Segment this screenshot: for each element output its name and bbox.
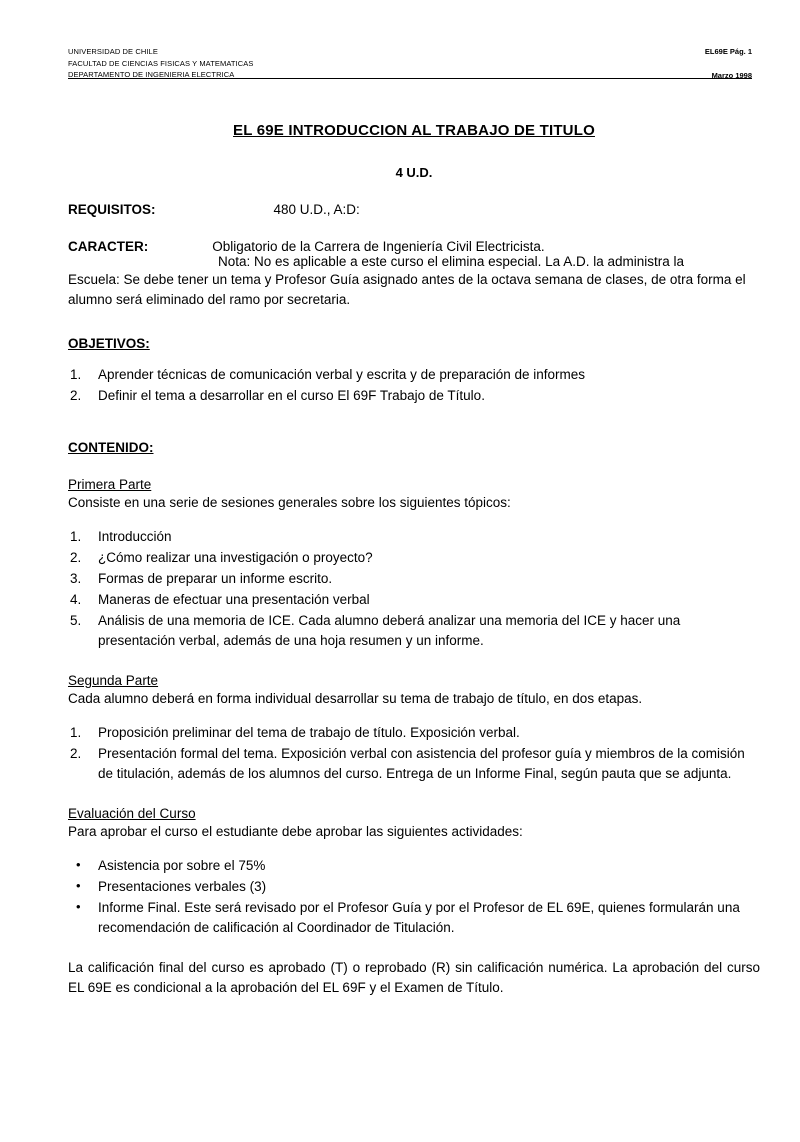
- segunda-parte-intro: Cada alumno deberá en forma individual desarrollar su tema de trabajo de título, en dos etapas.: [68, 691, 643, 706]
- list-item-text: Proposición preliminar del tema de trabajo de título. Exposición verbal.: [98, 725, 520, 740]
- primera-parte-heading: Primera Parte: [68, 477, 152, 492]
- list-item-text: Informe Final. Este será revisado por el Profesor Guía y por el Profesor de EL 69E, quienes formularán una recomendación de calificación al Coordinador de Titulación.: [98, 900, 740, 935]
- header-meta: [705, 46, 752, 81]
- list-item-text: Análisis de una memoria de ICE. Cada alumno deberá analizar una memoria del ICE y hacer una presentación verbal, además de una hoja resumen y un informe.: [98, 613, 681, 648]
- requisitos-value: 480 U.D., A:D:: [273, 202, 360, 217]
- list-number: 1.: [70, 367, 82, 382]
- list-item-text: ¿Cómo realizar una investigación o proyecto?: [98, 550, 373, 565]
- list-item: [68, 856, 760, 876]
- evaluacion-heading: Evaluación del Curso: [68, 806, 196, 821]
- list-item: [68, 569, 760, 589]
- list-item: [68, 527, 760, 547]
- list-item: [68, 365, 760, 385]
- list-number: 4.: [70, 592, 82, 607]
- segunda-parte-heading: Segunda Parte: [68, 673, 159, 688]
- evaluacion-intro: Para aprobar el curso el estudiante debe aprobar las siguientes actividades:: [68, 824, 523, 839]
- segunda-parte-list: [68, 723, 760, 784]
- primera-parte-intro: Consiste en una serie de sesiones generales sobre los siguientes tópicos:: [68, 495, 511, 510]
- list-number: 5.: [70, 613, 82, 628]
- list-item: [68, 723, 760, 743]
- header-divider: [68, 78, 752, 79]
- closing-paragraph: La calificación final del curso es aprobado (T) o reprobado (R) sin calificación numérica. La aprobación del curso EL 69E es condicional a la aprobación del EL 69F y el Examen de Título.: [68, 960, 760, 995]
- requisitos-label: REQUISITOS:: [68, 202, 156, 217]
- caracter-row: [68, 239, 760, 254]
- list-number: 2.: [70, 746, 82, 761]
- page-title: EL 69E INTRODUCCION AL TRABAJO DE TITULO: [233, 122, 595, 139]
- requisitos-row: [68, 202, 760, 217]
- caracter-value: Obligatorio de la Carrera de Ingeniería Civil Electricista.: [212, 239, 545, 254]
- list-item-text: Aprender técnicas de comunicación verbal y escrita y de preparación de informes: [98, 367, 586, 382]
- list-item-text: Maneras de efectuar una presentación verbal: [98, 592, 370, 607]
- list-item: [68, 548, 760, 568]
- list-item-text: Definir el tema a desarrollar en el curso El 69F Trabajo de Título.: [98, 388, 485, 403]
- institution-block: [68, 46, 253, 81]
- institution-department: DEPARTAMENTO DE INGENIERIA ELECTRICA: [68, 70, 235, 79]
- evaluacion-list: [68, 856, 760, 938]
- bullet-icon: •: [76, 878, 81, 893]
- list-item: [68, 898, 760, 938]
- list-item: [68, 386, 760, 406]
- list-item: [68, 611, 760, 651]
- caracter-label: CARACTER:: [68, 239, 149, 254]
- list-item: [68, 877, 760, 897]
- bullet-icon: •: [76, 857, 81, 872]
- list-item-text: Introducción: [98, 529, 172, 544]
- objetivos-heading: OBJETIVOS:: [68, 336, 150, 351]
- primera-parte-list: [68, 527, 760, 651]
- list-item-text: Formas de preparar un informe escrito.: [98, 571, 333, 586]
- list-item-text: Presentaciones verbales (3): [98, 879, 267, 894]
- contenido-heading: CONTENIDO:: [68, 440, 154, 455]
- list-number: 2.: [70, 388, 82, 403]
- objetivos-list: [68, 365, 760, 406]
- bullet-icon: •: [76, 899, 81, 914]
- list-item: [68, 590, 760, 610]
- list-item-text: Presentación formal del tema. Exposición verbal con asistencia del profesor guía y miembros de la comisión de titulación, además de los alumnos del curso. Entrega de un Informe Final, según pauta que se adjunta.: [98, 746, 745, 781]
- list-item: [68, 744, 760, 784]
- list-number: 2.: [70, 550, 82, 565]
- list-number: 3.: [70, 571, 82, 586]
- list-item-text: Asistencia por sobre el 75%: [98, 858, 266, 873]
- caracter-note: Nota: No es aplicable a este curso el elimina especial. La A.D. la administra la: [218, 254, 684, 269]
- document-date: Marzo 1998: [711, 70, 752, 80]
- page-reference: EL69E Pág. 1: [704, 47, 752, 56]
- course-credits: 4 U.D.: [395, 165, 433, 180]
- institution-university: UNIVERSIDAD DE CHILE: [68, 47, 158, 56]
- page-header: [68, 46, 760, 90]
- institution-faculty: FACULTAD DE CIENCIAS FISICAS Y MATEMATICAS: [68, 58, 254, 68]
- list-number: 1.: [70, 529, 82, 544]
- list-number: 1.: [70, 725, 82, 740]
- caracter-note-continuation: Escuela: Se debe tener un tema y Profesor Guía asignado antes de la octava semana de clases, de otra forma el alumno será eliminado del ramo por secretaria.: [68, 272, 746, 307]
